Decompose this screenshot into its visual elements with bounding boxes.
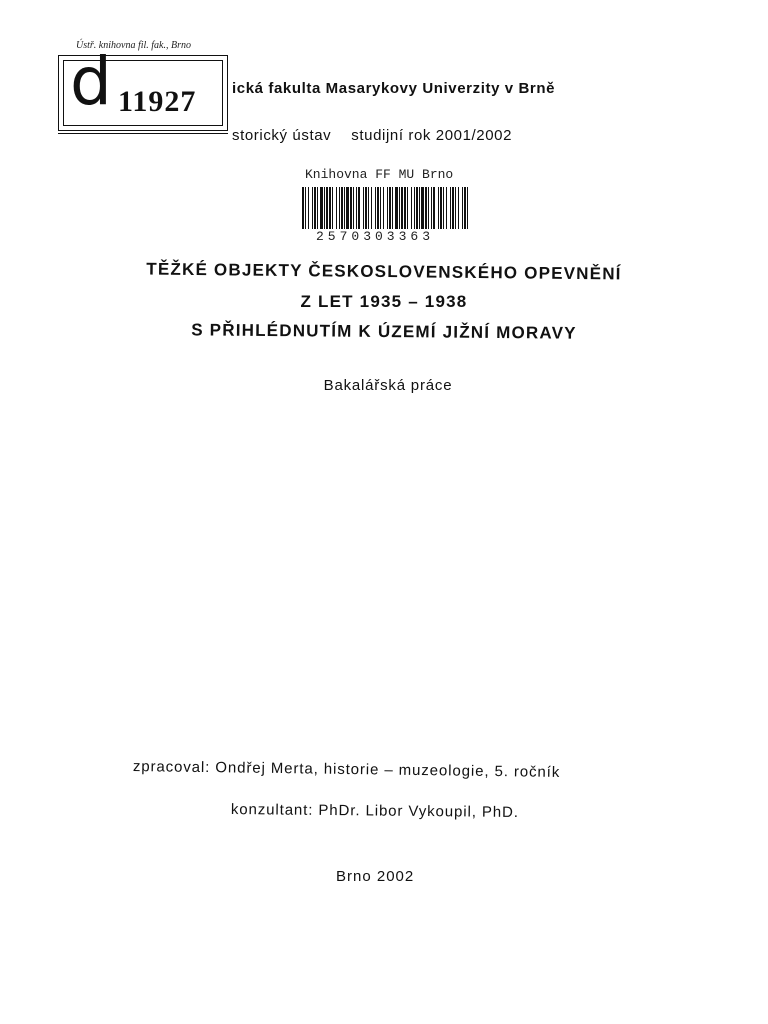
consultant-label: konzultant:	[230, 801, 314, 819]
faculty-name: ická fakulta Masarykovy Univerzity v Brně	[232, 80, 556, 97]
place-date: Brno 2002	[336, 868, 415, 885]
thesis-type: Bakalářská práce	[323, 377, 453, 394]
barcode-image	[302, 187, 468, 229]
institute-line	[232, 127, 512, 144]
barcode-number: 2570303363	[316, 229, 435, 244]
consultant-value: PhDr. Libor Vykoupil, PhD.	[318, 801, 519, 822]
stamp-caption: Ústř. knihovna fil. fak., Brno	[76, 40, 191, 51]
stamp-letter: d	[70, 43, 112, 120]
title-line-3: S PŘIHLÉDNUTÍM K ÚZEMÍ JIŽNÍ MORAVY	[191, 320, 577, 343]
stamp-number: 11927	[118, 85, 197, 118]
title-line-2: Z LET 1935 – 1938	[300, 292, 468, 311]
consultant-line	[231, 801, 519, 821]
stamp-underline	[58, 133, 228, 134]
author-value: Ondřej Merta, historie – muzeologie, 5. ročník	[215, 759, 561, 781]
author-line	[133, 758, 561, 781]
author-label: zpracoval:	[132, 758, 211, 777]
academic-year: studijní rok 2001/2002	[351, 127, 513, 144]
institute-name: storický ústav	[232, 127, 332, 144]
title-line-1: TĚŽKÉ OBJEKTY ČESKOSLOVENSKÉHO OPEVNĚNÍ	[146, 259, 622, 284]
barcode-library-label: Knihovna FF MU Brno	[305, 167, 454, 182]
